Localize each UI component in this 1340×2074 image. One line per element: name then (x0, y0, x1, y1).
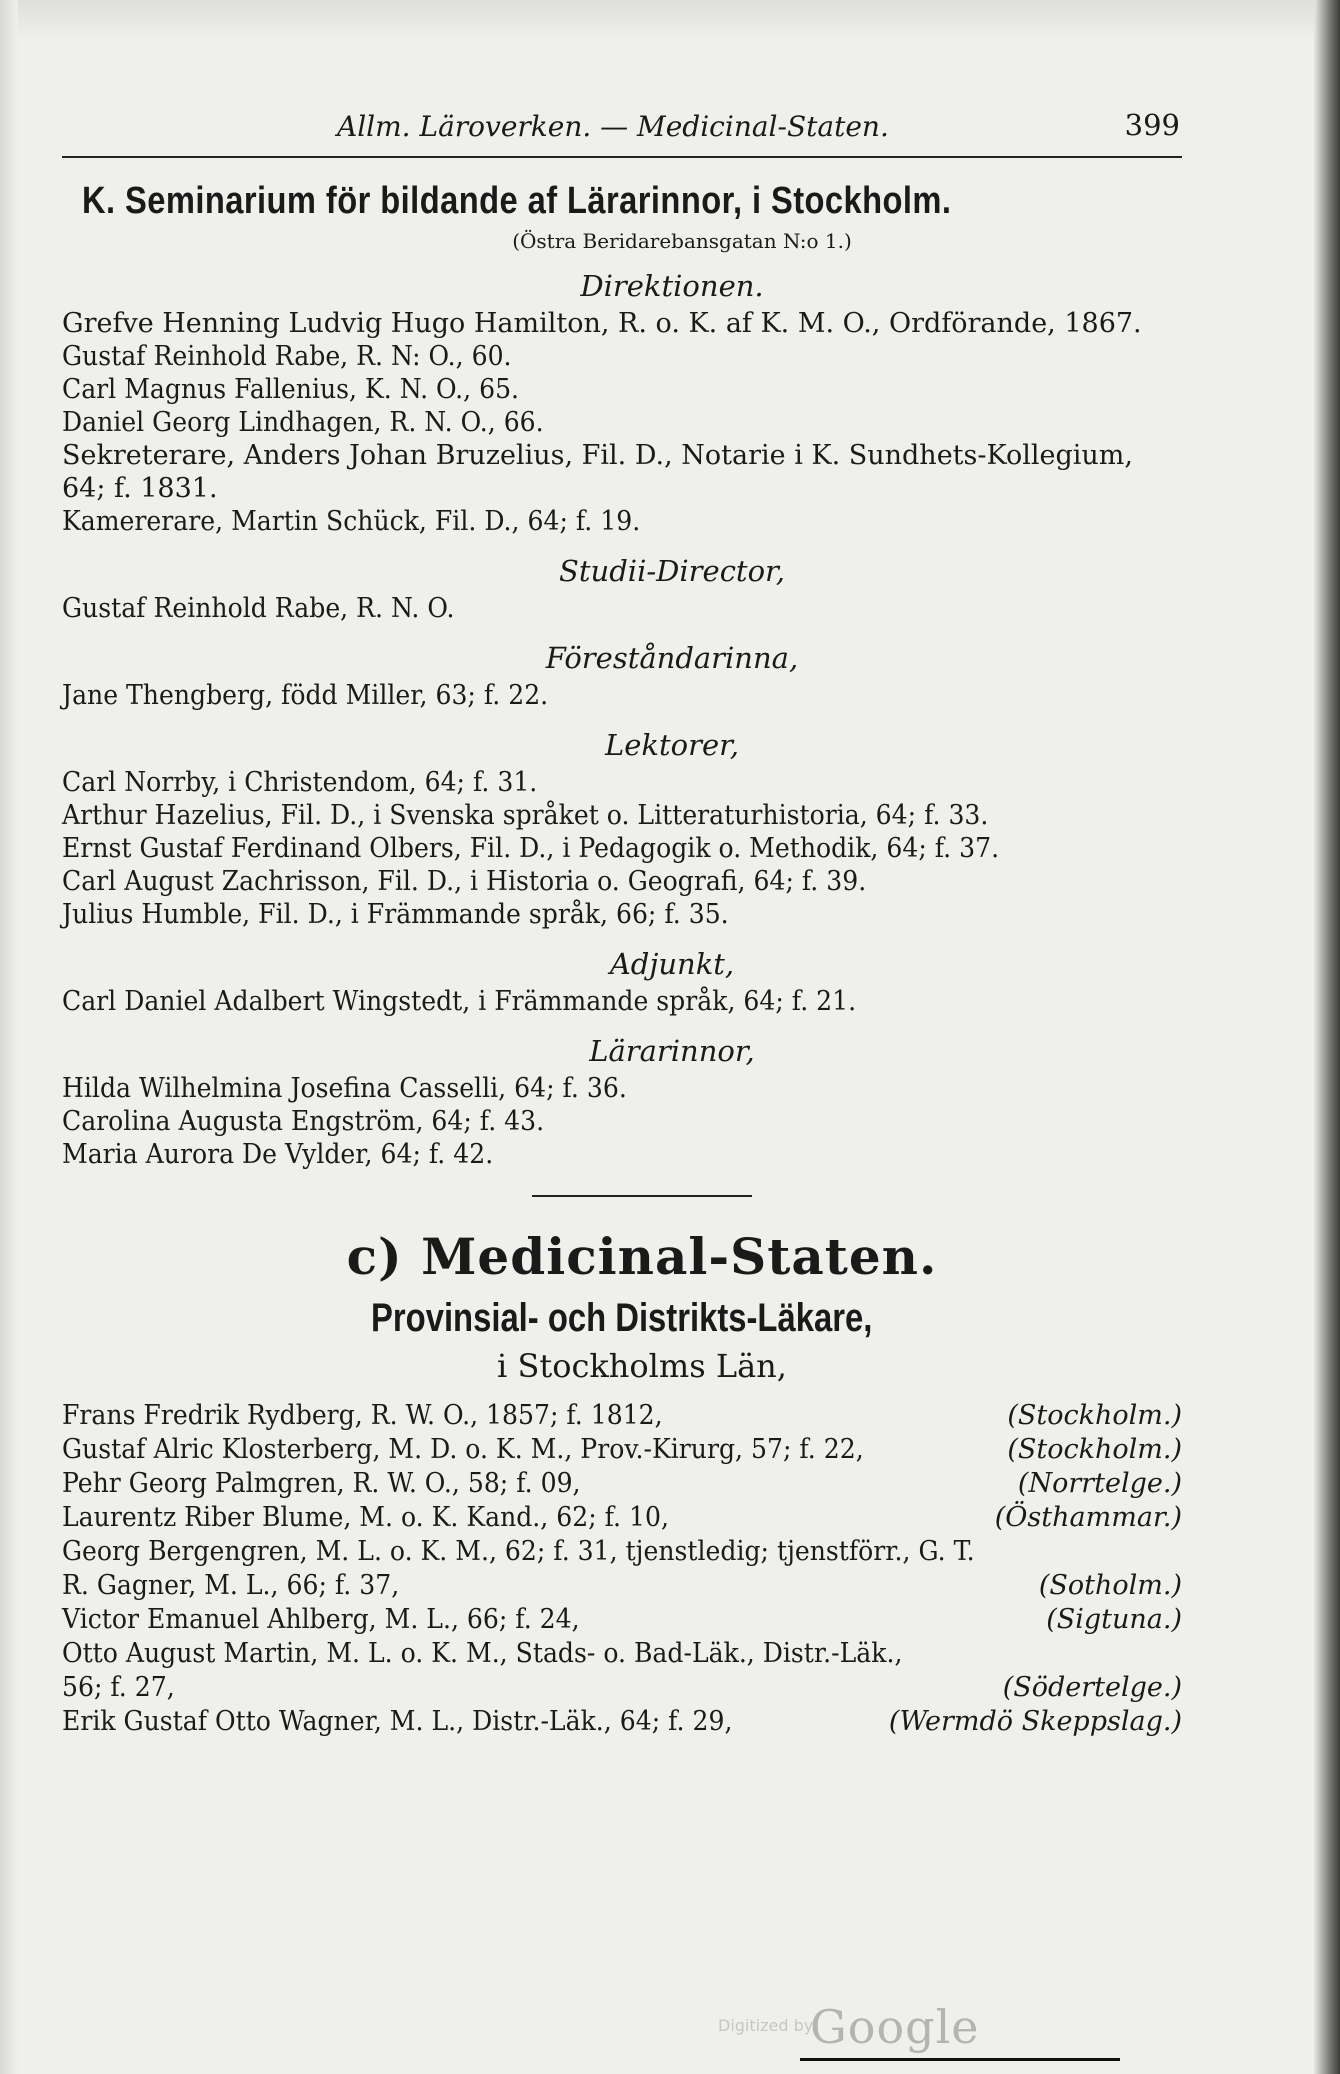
list-item: Carl Magnus Fallenius, K. N. O., 65. (62, 374, 520, 405)
table-row (62, 1705, 1182, 1739)
bottom-rule (800, 2058, 1120, 2061)
subhead-direktionen: Direktionen. (580, 269, 764, 303)
subhead-studii-director: Studii-Director, (559, 554, 785, 588)
row-text: R. Gagner, M. L., 66; f. 37, (62, 1570, 400, 1601)
table-row (62, 1501, 1182, 1535)
list-item: Jane Thengberg, född Miller, 63; f. 22. (62, 680, 549, 711)
table-row (62, 1433, 1182, 1467)
row-place: (Södertelge.) (1002, 1672, 1182, 1703)
row-text: Otto August Martin, M. L. o. K. M., Stads- o. Bad-Läk., Distr.-Läk., (62, 1638, 903, 1669)
table-row (62, 1467, 1182, 1501)
row-place: (Sotholm.) (1038, 1570, 1182, 1601)
row-place: (Wermdö Skeppslag.) (888, 1706, 1182, 1737)
row-place: (Östhammar.) (994, 1502, 1182, 1533)
list-item: Carl August Zachrisson, Fil. D., i Historia o. Geografi, 64; f. 39. (62, 866, 867, 897)
row-text: Erik Gustaf Otto Wagner, M. L., Distr.-Läk., 64; f. 29, (62, 1706, 733, 1737)
page-top-shadow (0, 0, 1340, 40)
list-item: Carl Norrby, i Christendom, 64; f. 31. (62, 767, 538, 798)
row-place: (Stockholm.) (1007, 1400, 1182, 1431)
subhead-lararinnor: Lärarinnor, (589, 1034, 755, 1068)
row-text: Laurentz Riber Blume, M. o. K. Kand., 62; f. 10, (62, 1502, 669, 1533)
list-item: Carolina Augusta Engström, 64; f. 43. (62, 1106, 545, 1137)
list-item: Maria Aurora De Vylder, 64; f. 42. (62, 1139, 494, 1170)
row-place: (Stockholm.) (1007, 1434, 1182, 1465)
table-row (62, 1399, 1182, 1433)
list-item: Hilda Wilhelmina Josefina Casselli, 64; f. 36. (62, 1073, 627, 1104)
running-title: Allm. Läroverken. — Medicinal-Staten. (337, 110, 889, 143)
row-text: 56; f. 27, (62, 1672, 175, 1703)
list-item: Daniel Georg Lindhagen, R. N. O., 66. (62, 407, 544, 438)
seminar-address: (Östra Beridarebansgatan N:o 1.) (512, 229, 852, 253)
seminar-title: K. Seminarium för bildande af Lärarinnor, i Stockholm. (82, 180, 952, 222)
list-item: Julius Humble, Fil. D., i Främmande språk, 66; f. 35. (62, 899, 729, 930)
list-item: Gustaf Reinhold Rabe, R. N. O. (62, 593, 455, 624)
digitized-by-label: Digitized by (718, 2016, 814, 2035)
book-page (62, 104, 1182, 1739)
row-text: Gustaf Alric Klosterberg, M. D. o. K. M., Prov.-Kirurg, 57; f. 22, (62, 1434, 864, 1465)
row-text: Pehr Georg Palmgren, R. W. O., 58; f. 09, (62, 1468, 581, 1499)
page-left-shadow (0, 0, 18, 2074)
list-item: Kamererare, Martin Schück, Fil. D., 64; f. 19. (62, 506, 641, 537)
list-item: Sekreterare, Anders Johan Bruzelius, Fil. D., Notarie i K. Sundhets-Kollegium, 64; f. 1831. (62, 440, 1133, 504)
table-row (62, 1671, 1182, 1705)
row-text: Victor Emanuel Ahlberg, M. L., 66; f. 24, (62, 1604, 580, 1635)
google-watermark: Google (810, 2000, 980, 2054)
subhead-adjunkt: Adjunkt, (609, 947, 735, 981)
list-item: Grefve Henning Ludvig Hugo Hamilton, R. o. K. af K. M. O., Ordförande, 1867. (62, 308, 1142, 339)
running-head (62, 104, 1182, 156)
table-row (62, 1637, 1182, 1671)
subhead-forestandarinna: Föreståndarinna, (545, 641, 799, 675)
list-item: Ernst Gustaf Ferdinand Olbers, Fil. D., i Pedagogik o. Methodik, 64; f. 37. (62, 833, 1000, 864)
book-spine-edge (1314, 0, 1340, 2074)
subhead-lektorer: Lektorer, (604, 728, 740, 762)
medicinal-title: c) Medicinal-Staten. (346, 1227, 938, 1286)
section-divider (532, 1195, 752, 1197)
table-row (62, 1535, 1182, 1569)
page-number: 399 (1124, 108, 1180, 142)
medicinal-subtitle (62, 1296, 1182, 1341)
medicinal-subtitle-text: Provinsial- och Distrikts-Läkare, (371, 1296, 873, 1340)
list-item: Arthur Hazelius, Fil. D., i Svenska språket o. Litteraturhistoria, 64; f. 33. (62, 800, 989, 831)
row-place: (Norrtelge.) (1017, 1468, 1182, 1499)
medicinal-region: i Stockholms Län, (497, 1347, 787, 1385)
list-item: Carl Daniel Adalbert Wingstedt, i Främmande språk, 64; f. 21. (62, 986, 857, 1017)
table-row (62, 1569, 1182, 1603)
table-row (62, 1603, 1182, 1637)
header-rule (62, 156, 1182, 158)
row-text: Georg Bergengren, M. L. o. K. M., 62; f. 31, tjenstledig; tjenstförr., G. T. (62, 1536, 975, 1567)
list-item: Gustaf Reinhold Rabe, R. N: O., 60. (62, 341, 512, 372)
row-place: (Sigtuna.) (1046, 1604, 1182, 1635)
row-text: Frans Fredrik Rydberg, R. W. O., 1857; f. 1812, (62, 1400, 663, 1431)
